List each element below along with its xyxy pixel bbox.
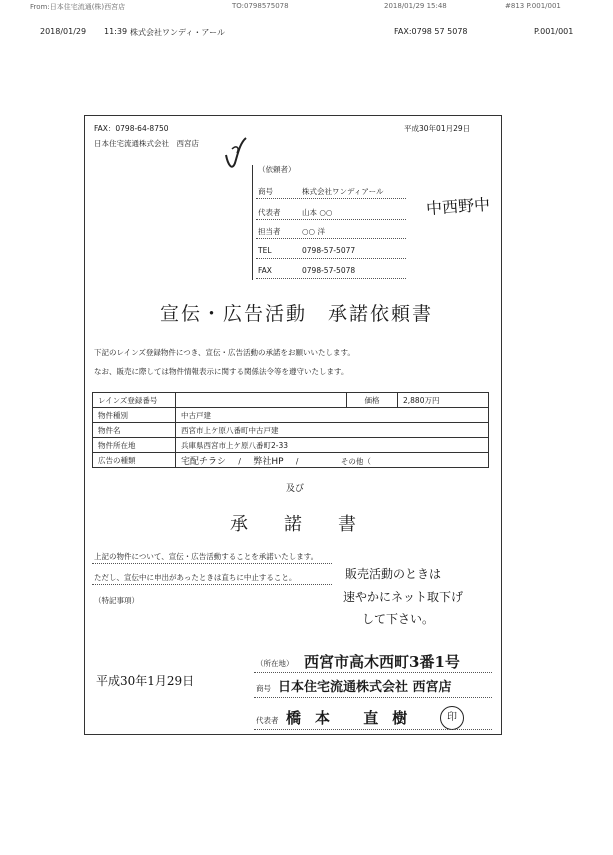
address-stamp: 西宮市高木西町3番1号 [304, 653, 460, 671]
table-row [93, 423, 489, 438]
memo-date: 平成30年01月29日 [404, 124, 471, 133]
table-row [93, 393, 489, 408]
row-label: 物件所在地 [93, 438, 176, 453]
company-stamp: 日本住宅流通株式会社 西宮店 [278, 680, 452, 695]
sign-underline [254, 672, 492, 673]
media-handwritten-note: 及び [286, 484, 305, 494]
check-scribble-icon [222, 135, 250, 175]
fax-company: 株式会社ワンディ・アール [130, 28, 225, 37]
requester-label: 担当者 [258, 227, 281, 236]
requester-value: 0798-57-5078 [302, 266, 356, 275]
consent-underline [92, 563, 332, 564]
intro-line-1: 下記のレインズ登録物件につき、宣伝・広告活動の承諾をお願いいたします。 [94, 348, 355, 357]
row-value: 中古戸建 [176, 408, 489, 423]
table-row [93, 438, 489, 453]
requester-value: ○○ 洋 [302, 227, 325, 236]
requester-underline [256, 198, 406, 199]
reins-label: レインズ登録番号 [93, 393, 176, 408]
sign-underline [254, 729, 492, 730]
consent-handwritten-3: して下さい。 [362, 612, 435, 626]
slash-divider: / [238, 456, 241, 466]
row-value: 兵庫県西宮市上ケ原八番町2-33 [176, 438, 489, 453]
company-label: 商号 [256, 684, 271, 693]
requester-label: 代表者 [258, 208, 281, 217]
row-value: 西宮市上ケ原八番町中古戸建 [176, 423, 489, 438]
price-value: 2,880万円 [398, 393, 489, 408]
requester-underline [256, 278, 406, 279]
requester-signature: 中西野中 [425, 194, 491, 219]
requester-underline [256, 258, 406, 259]
address-label: （所在地） [256, 659, 294, 668]
fax-date: 2018/01/29 [40, 27, 87, 36]
slash-divider: / [295, 456, 299, 466]
table-row [93, 408, 489, 423]
media-option: 弊社HP [253, 456, 284, 467]
requester-value: 株式会社ワンディアール [302, 187, 384, 196]
intro-line-2: なお、販売に際しては物件情報表示に関する関係法令等を遵守いたします。 [94, 367, 349, 376]
media-label: 広告の種類 [93, 453, 176, 468]
fax-time: 11:39 [104, 27, 128, 36]
requester-label: 商号 [258, 187, 273, 196]
requester-heading: （依頼者） [258, 165, 296, 174]
consent-line-1: 上記の物件について、宣伝・広告活動することを承諾いたします。 [94, 552, 319, 561]
row-label: 物件種別 [93, 408, 176, 423]
seal-stamp: 印 [440, 706, 464, 730]
consent-handwritten-1: 販売活動のときは [345, 567, 442, 581]
rep-label: 代表者 [256, 716, 279, 725]
consent-handwritten-2: 速やかにネット取下げ [343, 590, 464, 604]
fax-top-from: From:日本住宅流通(株)西宮店 [30, 3, 126, 11]
fax-top-page: #813 P.001/001 [505, 2, 561, 10]
sign-date: 平成30年1月29日 [96, 674, 195, 688]
requester-value: 山本 ○○ [302, 208, 333, 217]
consent-title: 承諾書 [230, 514, 392, 535]
consent-line-3: （特記事項） [94, 596, 139, 605]
requester-underline [256, 238, 406, 239]
fax-top-to: TO:0798575078 [232, 2, 289, 10]
rep-stamp: 橋本 直樹 [286, 709, 422, 727]
consent-underline [92, 584, 332, 585]
reins-value [176, 393, 347, 408]
request-title: 宣伝・広告活動 承諾依頼書 [160, 303, 434, 325]
table-row [93, 453, 489, 468]
memo-fax: FAX：0798-64-8750 [94, 124, 169, 133]
media-options [176, 453, 489, 468]
fax-number: FAX:0798 57 5078 [394, 27, 468, 36]
fax-top-datetime: 2018/01/29 15:48 [384, 2, 447, 10]
requester-label: TEL [258, 246, 272, 255]
fax-page: P.001/001 [534, 27, 574, 36]
property-table [92, 392, 489, 468]
memo-to: 日本住宅流通株式会社 西宮店 [94, 139, 199, 148]
media-option: その他（ [340, 456, 371, 466]
requester-divider [252, 165, 253, 280]
requester-value: 0798-57-5077 [302, 246, 356, 255]
requester-label: FAX [258, 266, 272, 275]
media-option: 宅配チラシ [181, 456, 227, 467]
consent-line-2: ただし、宣伝中に申出があったときは直ちに中止すること。 [94, 573, 297, 582]
requester-underline [256, 219, 406, 220]
price-label: 価格 [347, 393, 398, 408]
sign-underline [254, 697, 492, 698]
row-label: 物件名 [93, 423, 176, 438]
